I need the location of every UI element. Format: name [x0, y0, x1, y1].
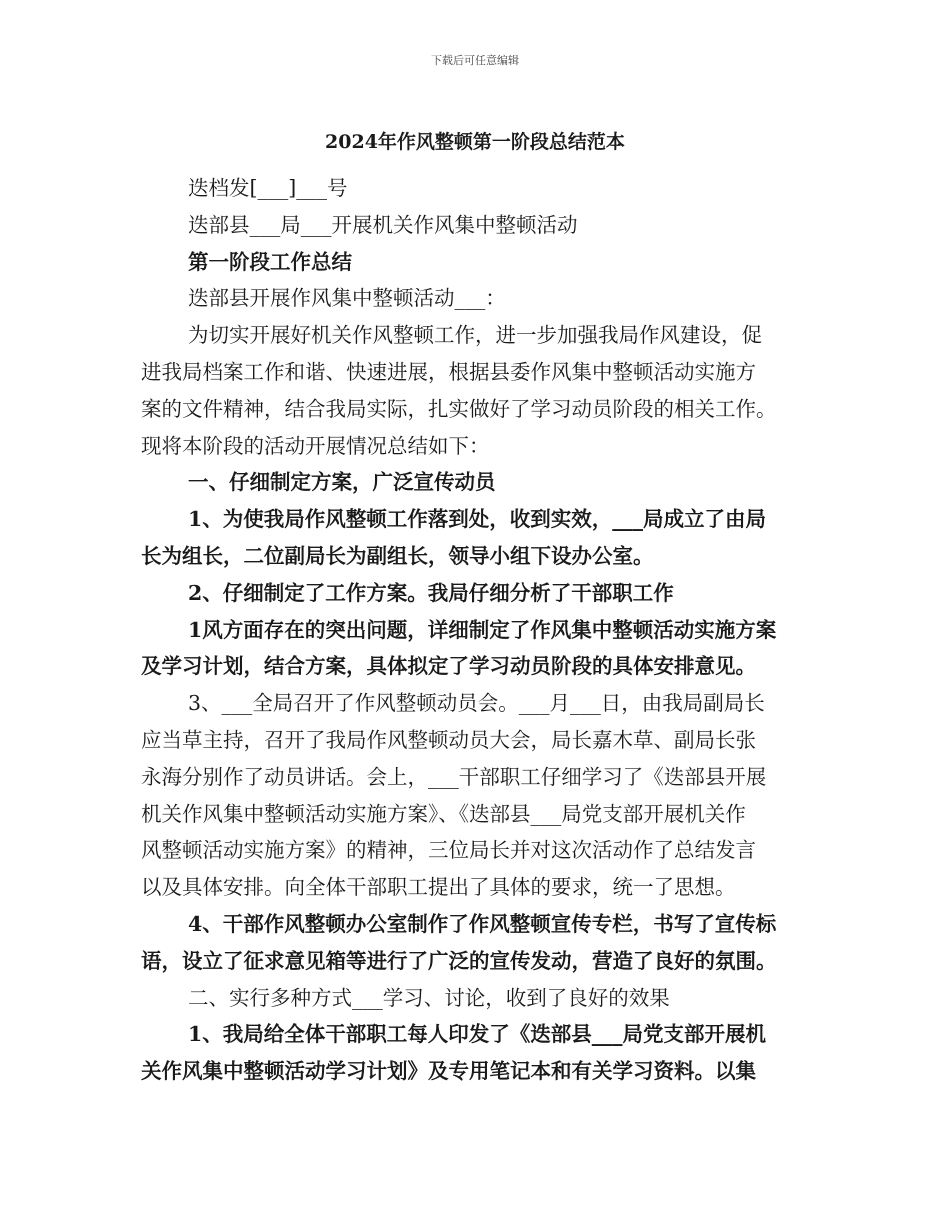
- document-body: [141, 170, 826, 1090]
- text-line: 以及具体安排。向全体干部职工提出了具体的要求，统一了思想。: [141, 875, 736, 900]
- text-line: 语，设立了征求意见箱等进行了广泛的宣传发动，营造了良好的氛围。: [141, 948, 777, 973]
- text-line: 应当草主持，召开了我局作风整顿动员大会，局长嘉木草、副局长张: [141, 727, 756, 752]
- text-line: 风整顿活动实施方案》的精神，三位局长并对这次活动作了总结发言: [141, 838, 756, 863]
- text-line: 1、我局给全体干部职工每人印发了《迭部县___局党支部开展机: [188, 1022, 767, 1047]
- text-line: 二、实行多种方式___学习、讨论，收到了良好的效果: [188, 985, 670, 1010]
- text-line: 1风方面存在的突出问题，详细制定了作风集中整顿活动实施方案: [188, 617, 777, 642]
- text-line: 永海分别作了动员讲话。会上，___干部职工仔细学习了《迭部县开展: [141, 764, 767, 789]
- text-line: 3、___全局召开了作风整顿动员会。___月___日，由我局副局长: [188, 691, 765, 716]
- text-line: 案的文件精神，结合我局实际，扎实做好了学习动员阶段的相关工作。: [141, 396, 777, 421]
- text-line: 关作风集中整顿活动学习计划》及专用笔记本和有关学习资料。以集: [141, 1059, 756, 1084]
- text-line: 长为组长，二位副局长为副组长，领导小组下设办公室。: [141, 543, 654, 568]
- document-title: 2024年作风整顿第一阶段总结范本: [325, 131, 625, 153]
- text-line: 现将本阶段的活动开展情况总结如下：: [141, 433, 490, 458]
- text-line: 迭档发[___]___号: [188, 176, 348, 200]
- text-line: 为切实开展好机关作风整顿工作，进一步加强我局作风建设，促: [188, 323, 762, 348]
- text-line: 及学习计划，结合方案，具体拟定了学习动员阶段的具体安排意见。: [141, 654, 756, 679]
- text-line: 进我局档案工作和谐、快速进展，根据县委作风集中整顿活动实施方: [141, 359, 756, 384]
- text-line: 迭部县___局___开展机关作风集中整顿活动: [188, 212, 578, 237]
- text-line: 迭部县开展作风集中整顿活动___：: [188, 286, 506, 311]
- text-line: 4、干部作风整顿办公室制作了作风整顿宣传专栏，书写了宣传标: [188, 911, 777, 936]
- text-line: 第一阶段工作总结: [188, 249, 352, 274]
- text-line: 一、仔细制定方案，广泛宣传动员: [188, 470, 496, 495]
- page-header-note: 下载后可任意编辑: [431, 54, 519, 67]
- text-line: 1、为使我局作风整顿工作落到处，收到实效，___局成立了由局: [188, 507, 767, 532]
- text-line: 机关作风集中整顿活动实施方案》、《迭部县___局党支部开展机关作: [141, 801, 746, 826]
- text-line: 2、仔细制定了工作方案。我局仔细分析了干部职工作: [188, 580, 674, 605]
